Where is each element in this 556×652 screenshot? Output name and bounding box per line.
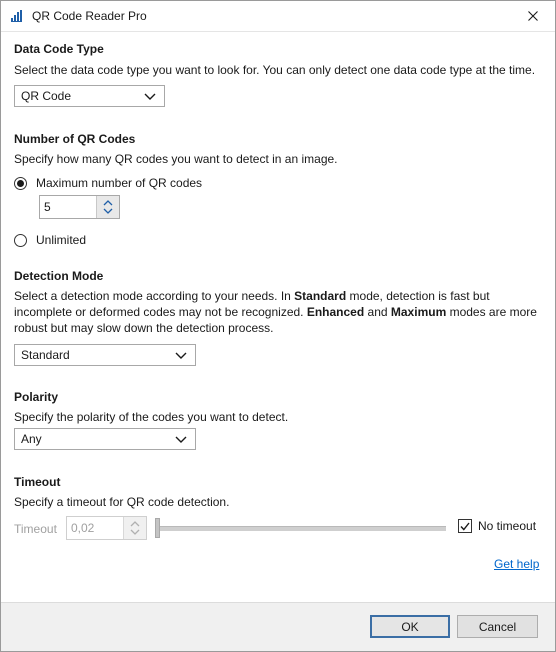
- no-timeout-checkbox-row[interactable]: [458, 519, 536, 533]
- detection-mode-title: Detection Mode: [14, 269, 104, 283]
- polarity-title: Polarity: [14, 390, 59, 404]
- data-code-type-select[interactable]: [14, 85, 165, 107]
- detection-mode-select[interactable]: [14, 344, 196, 366]
- detection-mode-description: Select a detection mode according to your needs. In Standard mode, detection is fast but incomplete or deformed codes may not be recognized. Enhanced and Maximum modes are more robust but may slow down the detection process.: [14, 289, 537, 335]
- dialog-footer: [1, 602, 555, 651]
- timeout-stepper-buttons[interactable]: [123, 517, 146, 539]
- radio-maximum-indicator[interactable]: [14, 177, 27, 190]
- timeout-field-label: Timeout: [14, 522, 57, 536]
- close-icon: [528, 11, 538, 21]
- checkmark-icon: [460, 522, 470, 531]
- window-title: QR Code Reader Pro: [32, 9, 147, 23]
- max-codes-stepper[interactable]: [39, 195, 120, 219]
- timeout-stepper[interactable]: [66, 516, 147, 540]
- radio-unlimited-indicator[interactable]: [14, 234, 27, 247]
- no-timeout-checkbox[interactable]: [458, 519, 472, 533]
- app-logo-icon: [10, 9, 24, 23]
- cancel-button[interactable]: Cancel: [457, 615, 538, 638]
- no-timeout-label: No timeout: [478, 519, 537, 533]
- get-help-link[interactable]: Get help: [494, 557, 540, 571]
- detection-mode-value: Standard: [21, 348, 70, 362]
- timeout-description: Specify a timeout for QR code detection.: [14, 495, 230, 509]
- stepper-buttons[interactable]: [96, 196, 119, 218]
- polarity-description: Specify the polarity of the codes you want to detect.: [14, 410, 289, 424]
- chevron-down-icon: [175, 350, 187, 360]
- up-down-arrows-icon: [103, 200, 113, 214]
- radio-maximum-codes[interactable]: [14, 176, 202, 190]
- number-of-codes-description: Specify how many QR codes you want to detect in an image.: [14, 152, 338, 166]
- polarity-select[interactable]: [14, 428, 196, 450]
- timeout-slider-track[interactable]: [156, 526, 446, 531]
- title-bar: [1, 1, 555, 32]
- number-of-codes-title: Number of QR Codes: [14, 132, 136, 146]
- polarity-value: Any: [21, 432, 42, 446]
- timeout-title: Timeout: [14, 475, 61, 489]
- radio-unlimited[interactable]: [14, 233, 86, 247]
- chevron-down-icon: [144, 91, 156, 101]
- radio-unlimited-label: Unlimited: [36, 233, 87, 247]
- data-code-type-description: Select the data code type you want to look for. You can only detect one data code type at the time.: [14, 63, 536, 77]
- radio-maximum-label: Maximum number of QR codes: [36, 176, 203, 190]
- data-code-type-title: Data Code Type: [14, 42, 104, 56]
- ok-button[interactable]: OK: [370, 615, 450, 638]
- max-codes-value[interactable]: 5: [44, 200, 51, 214]
- timeout-slider-thumb[interactable]: [155, 518, 160, 538]
- up-down-arrows-icon: [130, 521, 140, 535]
- timeout-value[interactable]: 0,02: [71, 521, 95, 535]
- close-button[interactable]: [511, 1, 555, 31]
- data-code-type-value: QR Code: [21, 89, 72, 103]
- chevron-down-icon: [175, 434, 187, 444]
